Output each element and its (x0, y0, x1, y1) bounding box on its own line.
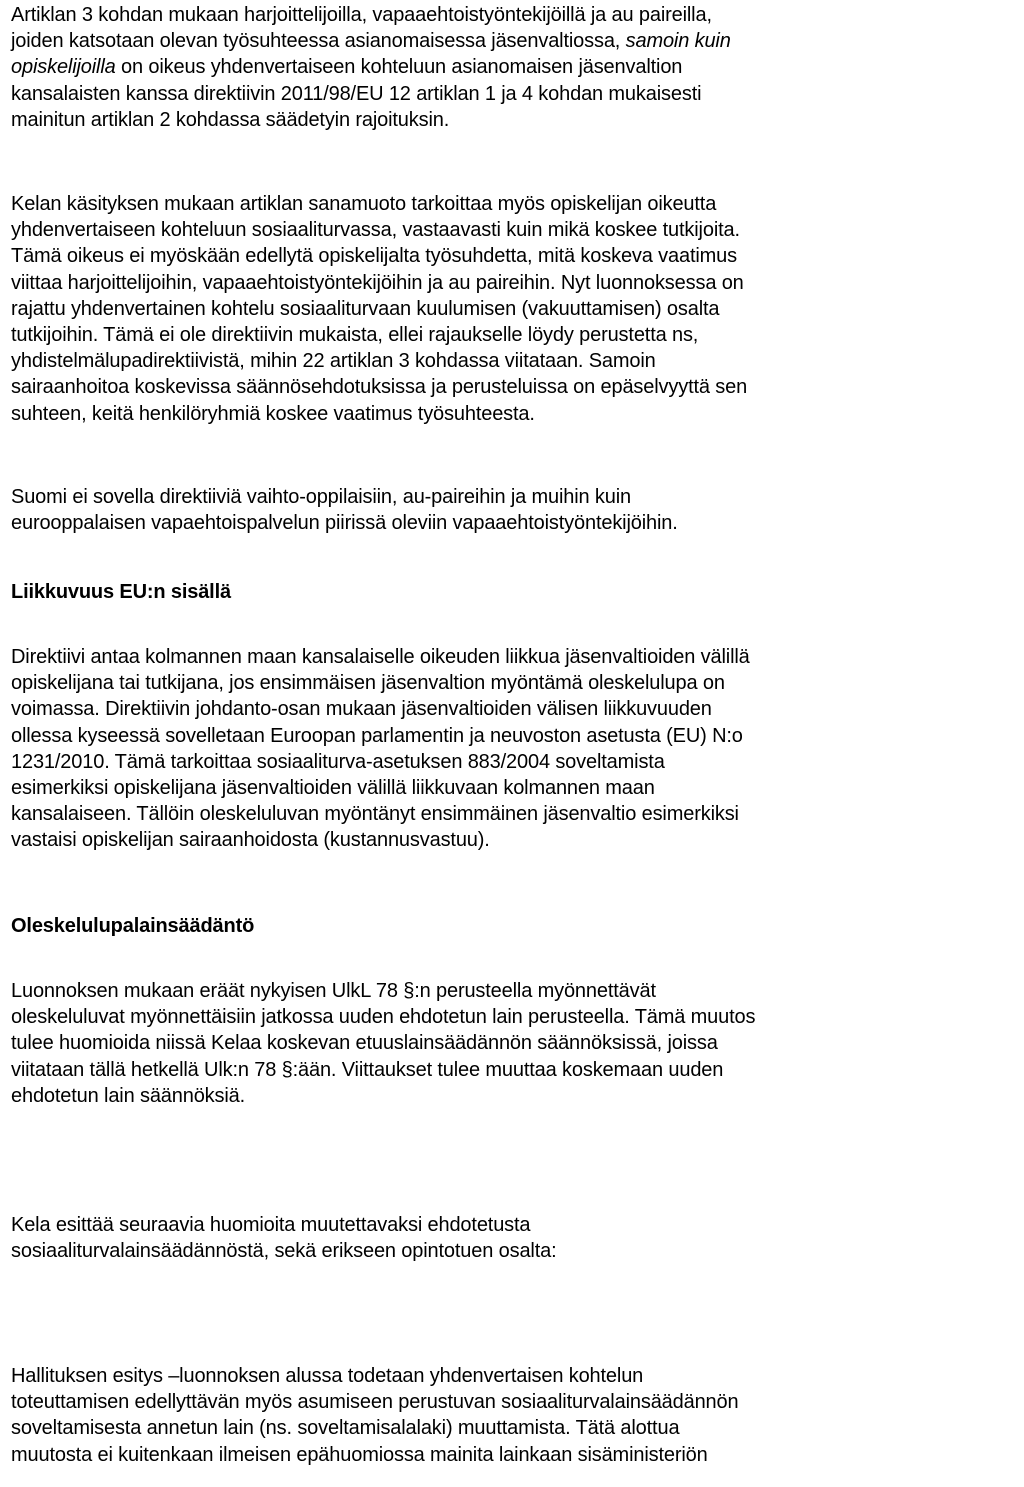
text-line: Tämä oikeus ei myöskään edellytä opiskelijalta työsuhdetta, mitä koskeva vaatimus (11, 245, 737, 268)
text-line (11, 54, 731, 80)
text-line: yhdenvertaiseen kohteluun sosiaaliturvassa, vastaavasti kuin mikä koskee tutkijoita. (11, 219, 740, 242)
section-heading-residence-permit: Oleskelulupalainsäädäntö (11, 915, 255, 937)
text-line: kansalaiseen. Tällöin oleskeluluvan myöntänyt ensimmäinen jäsenvaltio esimerkiksi (11, 803, 739, 826)
text-line: ehdotetun lain säännöksiä. (11, 1084, 246, 1107)
text-line: suhteen, keitä henkilöryhmiä koskee vaatimus työsuhteesta. (11, 402, 535, 425)
text-line: Kela esittää seuraavia huomioita muutettavaksi ehdotetusta (11, 1214, 531, 1236)
text-line: mainitun artiklan 2 kohdassa säädetyin rajoituksin. (11, 108, 450, 131)
text-line: kansalaisten kanssa direktiivin 2011/98/EU 12 artiklan 1 ja 4 kohdan mukaisesti (11, 82, 702, 105)
text-line: Hallituksen esitys –luonnoksen alussa todetaan yhdenvertaisen kohtelun (11, 1365, 644, 1387)
paragraph-government-proposal (11, 1363, 738, 1468)
text-line: Artiklan 3 kohdan mukaan harjoittelijoilla, vapaaehtoistyöntekijöillä ja au paireilla, (11, 4, 712, 26)
text-line: toteuttamisen edellyttävän myös asumiseen perustuvan sosiaaliturvalainsäädännön (11, 1391, 739, 1414)
text-line: rajattu yhdenvertainen kohtelu sosiaaliturvaan kuulumisen (vakuuttamisen) osalta (11, 297, 720, 320)
text-line: sosiaaliturvalainsäädännöstä, sekä erikseen opintotuen osalta: (11, 1240, 557, 1263)
text-line: eurooppalaisen vapaehtoispalvelun piirissä oleviin vapaaehtoistyöntekijöihin. (11, 512, 678, 535)
section-heading-mobility: Liikkuvuus EU:n sisällä (11, 581, 231, 603)
text-line: Luonnoksen mukaan eräät nykyisen UlkL 78 §:n perusteella myönnettävät (11, 980, 656, 1002)
text-line: viitataan tällä hetkellä Ulk:n 78 §:ään. Viittaukset tulee muuttaa koskemaan uuden (11, 1058, 724, 1081)
text-line: Suomi ei sovella direktiiviä vaihto-oppilaisiin, au-paireihin ja muihin kuin (11, 486, 632, 508)
paragraph-kela-remarks (11, 1212, 557, 1264)
text-line: Kelan käsityksen mukaan artiklan sanamuoto tarkoittaa myös opiskelijan oikeutta (11, 193, 717, 215)
text-line: yhdistelmälupadirektiivistä, mihin 22 artiklan 3 kohdassa viitataan. Samoin (11, 350, 656, 373)
text-line: ollessa kyseessä sovelletaan Euroopan parlamentin ja neuvoston asetusta (EU) N:o (11, 724, 743, 747)
text-line: tulee huomioida niissä Kelaa koskevan etuuslainsäädännön säännöksissä, joissa (11, 1032, 718, 1055)
text-line: soveltamisesta annetun lain (ns. soveltamisalalaki) muuttamista. Tätä alottua (11, 1417, 680, 1440)
text-line: Direktiivi antaa kolmannen maan kansalaiselle oikeuden liikkua jäsenvaltioiden välillä (11, 646, 750, 668)
text-line (11, 28, 731, 54)
text-line: tutkijoihin. Tämä ei ole direktiivin mukaista, ellei rajaukselle löydy perustetta ns, (11, 324, 699, 347)
text-line: sairaanhoitoa koskevissa säännösehdotuksissa ja perusteluissa on epäselvyyttä sen (11, 376, 748, 399)
text-line: oleskeluluvat myönnettäisiin jatkossa uuden ehdotetun lain perusteella. Tämä muutos (11, 1006, 756, 1029)
emphasis-text: samoin kuin (625, 30, 731, 53)
emphasis-text: opiskelijoilla (11, 56, 116, 79)
text-line: vastaisi opiskelijan sairaanhoidosta (kustannusvastuu). (11, 829, 490, 852)
paragraph-mobility (11, 644, 750, 854)
text-line: esimerkiksi opiskelijana jäsenvaltioiden välillä liikkuvaan kolmannen maan (11, 777, 655, 800)
paragraph-equal-treatment (11, 2, 731, 133)
text-line: muutosta ei kuitenkaan ilmeisen epähuomiossa mainita lainkaan sisäministeriön (11, 1443, 708, 1466)
text-segment: joiden katsotaan olevan työsuhteessa asianomaisessa jäsenvaltiossa, (11, 30, 626, 53)
text-line: 1231/2010. Tämä tarkoittaa sosiaaliturva-asetuksen 883/2004 soveltamista (11, 750, 665, 773)
text-line: viittaa harjoittelijoihin, vapaaehtoistyöntekijöihin ja au paireihin. Nyt luonnoksessa on (11, 271, 744, 294)
paragraph-directive-scope (11, 484, 678, 536)
text-line: opiskelijana tai tutkijana, jos ensimmäisen jäsenvaltion myöntämä oleskelulupa on (11, 672, 725, 695)
text-segment: on oikeus yhdenvertaiseen kohteluun asianomaisen jäsenvaltion (115, 56, 683, 79)
text-line: voimassa. Direktiivin johdanto-osan mukaan jäsenvaltioiden välisen liikkuvuuden (11, 698, 712, 721)
paragraph-residence-permit (11, 978, 755, 1109)
paragraph-kela-interpretation (11, 191, 747, 427)
